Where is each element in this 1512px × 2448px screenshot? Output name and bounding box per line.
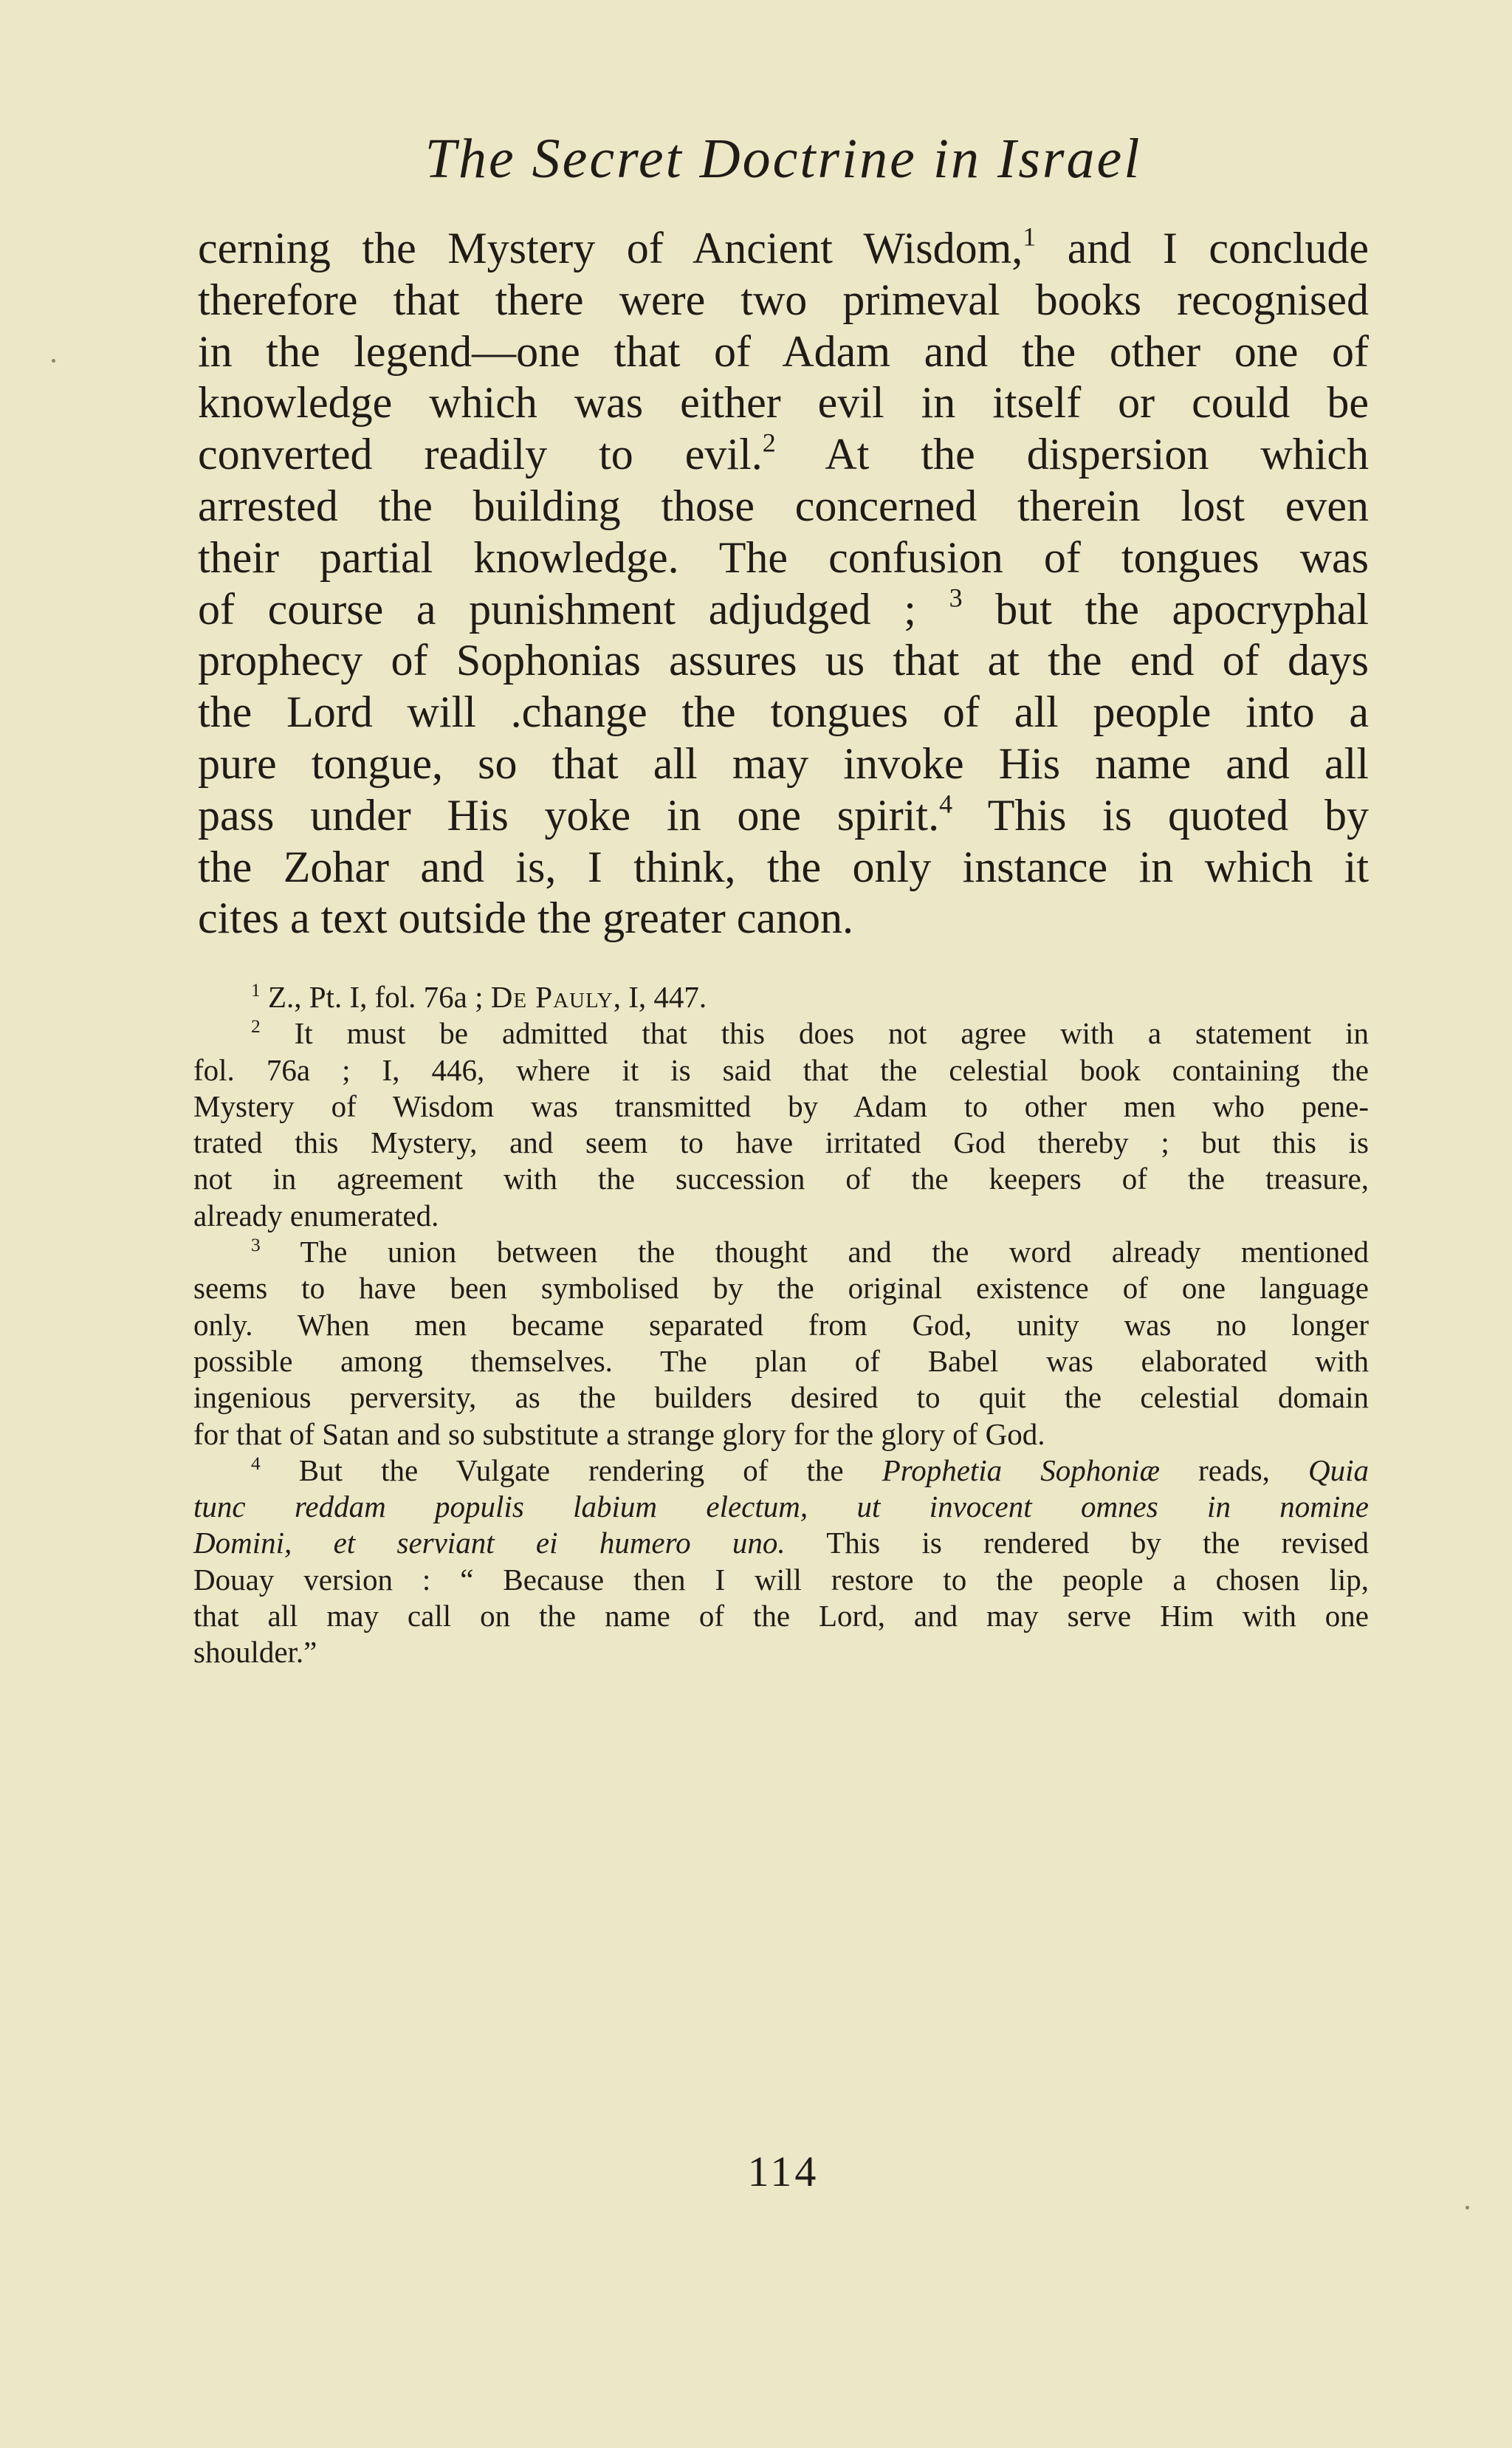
footnote-4-line: $^4$ But the Vulgate rendering of the Prophetia Sophoniæ reads, Quia: [251, 1453, 1370, 1487]
footnote-3-line: for that of Satan and so substitute a strange glory for the glory of God.: [193, 1416, 1045, 1451]
footnote-mark: 3: [251, 1234, 261, 1255]
body-line: the Lord will .change the tongues of all people into a: [198, 688, 1369, 737]
footnote-3-line: possible among themselves. The plan of Babel was elaborated with: [193, 1343, 1369, 1378]
body-line: cites a text outside the greater canon.: [198, 894, 853, 943]
body-text: [198, 223, 1369, 944]
body-line: of course a punishment adjudged ; $^3$ but the apocryphal: [198, 583, 1370, 634]
footnote-1: $^1$ Z., Pt. I, fol. 76a ; De Pauly, I, 447.: [251, 979, 707, 1014]
footnote-3-line: only. When men became separated from God, unity was no longer: [193, 1307, 1369, 1342]
footnote-ref-4[interactable]: 4: [939, 789, 953, 819]
footnote-3-line: seems to have been symbolised by the original existence of one language: [193, 1271, 1369, 1306]
running-head: The Secret Doctrine in Israel: [425, 128, 1142, 190]
body-line: arrested the building those concerned therein lost even: [198, 481, 1369, 530]
footnote-4-line: Douay version : “ Because then I will restore to the people a chosen lip,: [193, 1562, 1369, 1597]
body-line: knowledge which was either evil in itself or could be: [198, 378, 1369, 428]
body-line: cerning the Mystery of Ancient Wisdom,$^1$ and I conclude: [198, 222, 1369, 272]
footnote-ref-3[interactable]: 3: [949, 583, 963, 613]
paper-speck: [52, 359, 55, 363]
footnote-4-line: that all may call on the name of the Lord, and may serve Him with one: [193, 1599, 1369, 1633]
body-line: in the legend—one that of Adam and the other one of: [198, 326, 1369, 376]
footnote-4-line: tunc reddam populis labium electum, ut invocent omnes in nomine: [193, 1489, 1369, 1524]
footnote-4-line: shoulder.”: [193, 1635, 317, 1670]
footnote-3-line: $^3$ The union between the thought and the word already mentioned: [251, 1234, 1369, 1269]
footnote-2-line: fol. 76a ; I, 446, where it is said that the celestial book containing the: [193, 1052, 1369, 1087]
body-line: their partial knowledge. The confusion of tongues was: [198, 532, 1369, 582]
footnotes: [193, 979, 1369, 1671]
body-line: the Zohar and is, I think, the only instance in which it: [198, 842, 1369, 891]
footnote-2-line: already enumerated.: [193, 1198, 439, 1232]
footnote-2-line: not in agreement with the succession of the keepers of the treasure,: [193, 1162, 1369, 1196]
footnote-mark: 4: [251, 1453, 261, 1474]
footnote-ref-1[interactable]: 1: [1023, 222, 1037, 252]
footnote-3-line: ingenious perversity, as the builders desired to quit the celestial domain: [193, 1380, 1369, 1415]
footnote-ref-2[interactable]: 2: [762, 428, 776, 458]
footnote-mark: 2: [251, 1016, 261, 1038]
body-line: pure tongue, so that all may invoke His name and all: [198, 738, 1369, 788]
body-line: converted readily to evil.$^2$ At the dispersion which: [198, 428, 1369, 479]
footnote-2-line: Mystery of Wisdom was transmitted by Adam to other men who pene-: [193, 1088, 1369, 1123]
footnote-2-line: trated this Mystery, and seem to have irritated God thereby ; but this is: [193, 1125, 1369, 1160]
footnote-2-line: $^2$ It must be admitted that this does not agree with a statement in: [251, 1016, 1369, 1051]
body-line: prophecy of Sophonias assures us that at the end of days: [198, 636, 1369, 685]
body-line: pass under His yoke in one spirit.$^4$ This is quoted by: [198, 789, 1370, 840]
body-line: therefore that there were two primeval books recognised: [198, 275, 1369, 324]
footnote-4-line: Domini, et serviant ei humero uno. This is rendered by the revised: [193, 1526, 1369, 1560]
footnote-mark: 1: [251, 979, 261, 1001]
paper-speck: [1465, 2206, 1469, 2209]
page-number: 114: [747, 2147, 819, 2195]
